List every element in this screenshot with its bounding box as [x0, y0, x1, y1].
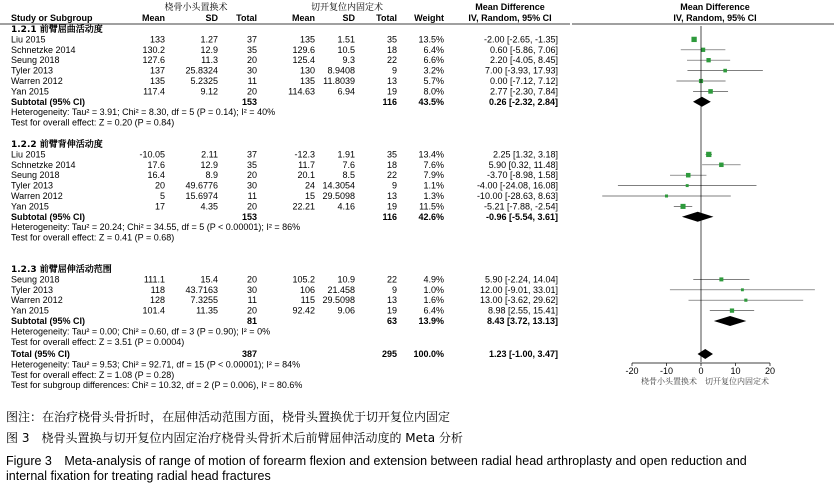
header-md-table-sub: IV, Random, 95% CI	[468, 13, 552, 23]
exp-sd-extension-0: 2.11	[201, 149, 218, 160]
ctl-sd-range-3: 9.06	[337, 305, 355, 316]
exp-total-extension-1: 35	[246, 159, 257, 170]
favours-left: 桡骨小头置换术	[641, 377, 697, 386]
exp-mean-flexion-5: 117.4	[143, 86, 165, 97]
header-sd1: SD	[205, 13, 218, 23]
study-name-range-2: Warren 2012	[11, 295, 63, 306]
ctl-sd-flexion-1: 10.5	[337, 44, 355, 55]
exp-mean-flexion-4: 135	[149, 76, 165, 86]
ctl-total-flexion-0: 35	[386, 34, 397, 45]
heterogeneity-flexion: Heterogeneity: Tau² = 3.91; Chi² = 8.30, df = 5 (P = 0.14); I² = 40%	[11, 107, 276, 118]
study-marker-flexion-2	[706, 58, 710, 62]
weight-flexion-4: 5.7%	[423, 76, 444, 86]
weight-extension-0: 13.4%	[418, 149, 444, 160]
ci-text-extension-1: 5.90 [0.32, 11.48]	[488, 159, 558, 170]
study-marker-flexion-3	[723, 69, 727, 73]
subtotal-total1-range: 81	[246, 316, 257, 326]
figure-title-en-line2: internal fixation for treating radial head fractures	[6, 469, 271, 483]
ctl-mean-flexion-0: 135	[299, 34, 315, 45]
study-name-extension-3: Tyler 2013	[11, 180, 54, 191]
exp-sd-flexion-3: 25.8324	[185, 65, 218, 76]
ctl-total-flexion-3: 9	[391, 65, 397, 76]
ctl-sd-extension-1: 7.6	[342, 159, 355, 170]
exp-mean-flexion-1: 130.2	[142, 44, 165, 55]
subtotal-weight-extension: 42.6%	[418, 211, 444, 222]
study-name-flexion-3: Tyler 2013	[11, 65, 54, 76]
study-name-extension-4: Warren 2012	[11, 191, 63, 201]
subtotal-total2-flexion: 116	[382, 96, 397, 107]
ci-text-extension-3: -4.00 [-24.08, 16.08]	[476, 180, 558, 191]
weight-range-3: 6.4%	[423, 305, 444, 316]
header-group2: 切开复位内固定术	[310, 3, 384, 13]
ctl-total-extension-5: 19	[386, 201, 397, 212]
ctl-sd-flexion-3: 8.9408	[327, 65, 355, 76]
ci-text-flexion-3: 7.00 [-3.93, 17.93]	[484, 65, 558, 76]
exp-sd-flexion-4: 5.2325	[190, 76, 218, 86]
weight-extension-2: 7.9%	[423, 170, 444, 181]
ctl-mean-extension-0: -12.3	[294, 149, 315, 160]
figure-note: 图注：在治疗桡骨头骨折时，在屈伸活动范围方面，桡骨头置换优于切开复位内固定	[6, 410, 451, 424]
ctl-sd-extension-2: 8.5	[342, 170, 355, 181]
ctl-sd-range-2: 29.5098	[322, 295, 355, 306]
ctl-sd-flexion-2: 9.3	[342, 55, 355, 66]
ctl-mean-flexion-1: 129.6	[292, 44, 315, 55]
exp-sd-extension-3: 49.6776	[185, 180, 218, 191]
exp-mean-extension-5: 17	[154, 201, 165, 212]
study-marker-extension-3	[686, 184, 689, 187]
total-weight: 100.0%	[413, 349, 444, 359]
ctl-sd-extension-4: 29.5098	[322, 191, 355, 201]
ci-text-extension-2: -3.70 [-8.98, 1.58]	[486, 170, 558, 181]
ctl-total-extension-1: 18	[386, 159, 397, 170]
study-name-range-3: Yan 2015	[11, 305, 49, 316]
exp-mean-extension-1: 17.6	[147, 159, 165, 170]
exp-total-range-2: 11	[247, 295, 257, 306]
header-group1: 桡骨小头置换术	[164, 3, 228, 13]
exp-sd-flexion-5: 9.12	[200, 86, 218, 97]
exp-sd-extension-5: 4.35	[200, 201, 218, 212]
ctl-total-extension-4: 13	[386, 191, 397, 201]
exp-mean-range-0: 111.1	[143, 274, 165, 285]
overall-effect-extension: Test for overall effect: Z = 0.41 (P = 0.68)	[11, 232, 175, 243]
exp-mean-flexion-3: 137	[149, 65, 165, 76]
study-marker-extension-1	[719, 163, 723, 167]
ctl-mean-extension-3: 24	[304, 180, 315, 191]
total-total2: 295	[381, 349, 397, 359]
subtotal-diamond-extension	[682, 212, 714, 222]
subtotal-diamond-range	[714, 316, 746, 326]
weight-flexion-5: 8.0%	[423, 86, 444, 97]
ctl-mean-range-2: 115	[300, 295, 315, 306]
exp-total-flexion-5: 20	[246, 86, 257, 97]
exp-total-extension-0: 37	[246, 149, 257, 160]
subtotal-total2-range: 63	[386, 316, 397, 326]
ctl-mean-flexion-2: 125.4	[292, 55, 315, 66]
study-name-flexion-1: Schnetzke 2014	[11, 44, 76, 55]
exp-mean-flexion-2: 127.6	[142, 55, 165, 66]
ctl-sd-flexion-4: 11.8039	[323, 76, 355, 86]
exp-mean-extension-0: -10.05	[139, 149, 165, 160]
exp-sd-range-3: 11.35	[196, 305, 218, 316]
ctl-mean-range-0: 105.2	[292, 274, 315, 285]
x-tick-label-3: 10	[730, 366, 741, 376]
ctl-sd-flexion-5: 6.94	[337, 86, 355, 97]
study-marker-extension-5	[680, 204, 685, 209]
ctl-sd-flexion-0: 1.51	[337, 34, 355, 45]
study-name-extension-1: Schnetzke 2014	[11, 159, 76, 170]
ctl-mean-flexion-4: 135	[299, 76, 315, 86]
heterogeneity-extension: Heterogeneity: Tau² = 20.24; Chi² = 34.55, df = 5 (P < 0.00001); I² = 86%	[11, 222, 301, 233]
study-marker-extension-2	[686, 173, 691, 178]
exp-total-flexion-4: 11	[247, 76, 257, 86]
header-total2: Total	[376, 13, 397, 23]
ci-text-range-3: 8.98 [2.55, 15.41]	[487, 305, 558, 316]
exp-total-extension-3: 30	[246, 180, 257, 191]
exp-sd-flexion-1: 12.9	[200, 44, 218, 55]
ci-text-flexion-2: 2.20 [-4.05, 8.45]	[489, 55, 558, 66]
subtotal-label-range: Subtotal (95% CI)	[11, 316, 86, 326]
header-md-table: Mean Difference	[475, 2, 545, 12]
ctl-sd-extension-5: 4.16	[337, 201, 355, 212]
figure-title-en-line1: Figure 3 Meta-analysis of range of motion of forearm flexion and extension between radial head arthroplasty and open reduction and	[6, 454, 747, 468]
total-diamond	[698, 349, 713, 359]
weight-flexion-0: 13.5%	[418, 34, 444, 45]
header-md-plot: Mean Difference	[680, 2, 750, 12]
ctl-total-flexion-1: 18	[386, 44, 397, 55]
study-name-extension-5: Yan 2015	[11, 201, 49, 212]
subgroup-title-range: 1.2.3 前臂屈伸活动范围	[11, 265, 112, 275]
header-mean2: Mean	[291, 13, 315, 23]
ctl-total-extension-3: 9	[391, 180, 397, 191]
exp-sd-range-0: 15.4	[200, 274, 218, 285]
ctl-mean-extension-1: 11.7	[298, 159, 315, 170]
ctl-mean-extension-2: 20.1	[297, 170, 315, 181]
weight-extension-1: 7.6%	[423, 159, 444, 170]
ctl-total-range-3: 19	[386, 305, 397, 316]
exp-sd-extension-4: 15.6974	[185, 191, 218, 201]
ctl-mean-flexion-5: 114.63	[288, 86, 315, 97]
subtotal-weight-range: 13.9%	[418, 316, 444, 326]
subtotal-label-flexion: Subtotal (95% CI)	[11, 96, 86, 107]
weight-extension-4: 1.3%	[423, 191, 444, 201]
study-name-range-1: Tyler 2013	[11, 284, 54, 295]
subtotal-total1-extension: 153	[241, 211, 257, 222]
ctl-total-flexion-4: 13	[386, 76, 397, 86]
subgroup-title-flexion: 1.2.1 前臂屈曲活动度	[11, 25, 103, 35]
ci-text-flexion-1: 0.60 [-5.86, 7.06]	[489, 44, 558, 55]
exp-total-extension-4: 11	[247, 191, 257, 201]
ctl-sd-range-1: 21.458	[327, 284, 355, 295]
weight-range-1: 1.0%	[423, 284, 444, 295]
exp-mean-range-1: 118	[150, 284, 165, 295]
study-marker-range-0	[719, 277, 723, 281]
footer-line-1: Test for overall effect: Z = 1.08 (P = 0.28)	[11, 369, 175, 380]
ctl-sd-range-0: 10.9	[337, 274, 355, 285]
header-sd2: SD	[342, 13, 355, 23]
subtotal-ci-extension: -0.96 [-5.54, 3.61]	[485, 211, 558, 222]
ctl-total-range-1: 9	[391, 284, 397, 295]
subgroup-title-extension: 1.2.2 前臂背伸活动度	[11, 140, 103, 150]
ci-text-flexion-5: 2.77 [-2.30, 7.84]	[489, 86, 558, 97]
study-marker-flexion-0	[691, 37, 696, 42]
ctl-total-extension-2: 22	[386, 170, 397, 181]
weight-flexion-3: 3.2%	[423, 65, 444, 76]
subtotal-diamond-flexion	[693, 97, 711, 107]
ctl-mean-range-3: 92.42	[292, 305, 315, 316]
ci-text-flexion-4: 0.00 [-7.12, 7.12]	[489, 76, 558, 86]
exp-total-flexion-2: 20	[246, 55, 257, 66]
exp-sd-extension-1: 12.9	[200, 159, 218, 170]
weight-flexion-1: 6.4%	[423, 44, 444, 55]
ctl-mean-extension-4: 15	[304, 191, 315, 201]
overall-effect-flexion: Test for overall effect: Z = 0.20 (P = 0.84)	[11, 117, 175, 128]
ctl-sd-extension-0: 1.91	[337, 149, 355, 160]
ctl-total-range-0: 22	[386, 274, 397, 285]
subtotal-label-extension: Subtotal (95% CI)	[11, 211, 86, 222]
x-tick-label-4: 20	[764, 366, 776, 376]
exp-total-flexion-0: 37	[246, 34, 257, 45]
weight-range-0: 4.9%	[423, 274, 444, 285]
ci-text-extension-4: -10.00 [-28.63, 8.63]	[476, 191, 558, 201]
study-marker-range-2	[744, 299, 747, 302]
exp-mean-extension-2: 16.4	[147, 170, 165, 181]
header-md-plot-sub: IV, Random, 95% CI	[673, 13, 757, 23]
heterogeneity-range: Heterogeneity: Tau² = 0.00; Chi² = 0.60, df = 3 (P = 0.90); I² = 0%	[11, 326, 271, 337]
study-marker-extension-4	[665, 194, 668, 197]
footer-line-0: Heterogeneity: Tau² = 9.53; Chi² = 92.71, df = 15 (P < 0.00001); I² = 84%	[11, 359, 301, 370]
ctl-sd-extension-3: 14.3054	[322, 180, 355, 191]
exp-sd-extension-2: 8.9	[205, 170, 218, 181]
ctl-total-range-2: 13	[386, 295, 397, 306]
ctl-mean-flexion-3: 130	[299, 65, 315, 76]
exp-total-extension-2: 20	[246, 170, 257, 181]
overall-effect-range: Test for overall effect: Z = 3.51 (P = 0.0004)	[11, 336, 185, 347]
ci-text-range-0: 5.90 [-2.24, 14.04]	[484, 274, 558, 285]
figure-title-cn: 图 3 桡骨头置换与切开复位内固定治疗桡骨头骨折术后前臂屈伸活动度的 Meta 分析	[6, 431, 463, 445]
weight-flexion-2: 6.6%	[423, 55, 444, 66]
ci-text-flexion-0: -2.00 [-2.65, -1.35]	[483, 34, 558, 45]
ctl-total-flexion-2: 22	[386, 55, 397, 66]
exp-mean-extension-3: 20	[154, 180, 165, 191]
subtotal-total1-flexion: 153	[241, 96, 257, 107]
exp-sd-flexion-2: 11.3	[201, 55, 218, 66]
weight-extension-3: 1.1%	[423, 180, 444, 191]
weight-extension-5: 11.5%	[419, 201, 444, 212]
exp-sd-range-2: 7.3255	[190, 295, 218, 306]
header-weight: Weight	[414, 13, 444, 23]
study-name-extension-0: Liu 2015	[11, 149, 46, 160]
favours-right: 切开复位内固定术	[705, 377, 769, 386]
header-mean1: Mean	[141, 13, 165, 23]
subtotal-ci-flexion: 0.26 [-2.32, 2.84]	[488, 96, 558, 107]
ctl-total-flexion-5: 19	[386, 86, 397, 97]
study-marker-flexion-5	[708, 89, 713, 94]
exp-total-flexion-3: 30	[246, 65, 257, 76]
total-total1: 387	[241, 349, 257, 359]
exp-total-range-3: 20	[246, 305, 257, 316]
study-marker-flexion-1	[701, 48, 705, 52]
study-name-flexion-0: Liu 2015	[11, 34, 46, 45]
exp-total-range-1: 30	[246, 284, 257, 295]
study-name-extension-2: Seung 2018	[11, 170, 60, 181]
exp-total-range-0: 20	[246, 274, 257, 285]
weight-range-2: 1.6%	[423, 295, 444, 306]
exp-mean-extension-4: 5	[159, 191, 165, 201]
exp-mean-flexion-0: 133	[149, 34, 165, 45]
ctl-mean-extension-5: 22.21	[292, 201, 315, 212]
x-tick-label-0: -20	[625, 366, 639, 376]
footer-line-2: Test for subgroup differences: Chi² = 10.32, df = 2 (P = 0.006), I² = 80.6%	[11, 380, 303, 391]
header-total1: Total	[236, 13, 257, 23]
ci-text-extension-0: 2.25 [1.32, 3.18]	[492, 149, 558, 160]
exp-mean-range-3: 101.4	[142, 305, 165, 316]
x-tick-label-2: 0	[698, 366, 704, 376]
exp-sd-range-1: 43.7163	[185, 284, 218, 295]
study-name-range-0: Seung 2018	[11, 274, 60, 285]
subtotal-total2-extension: 116	[382, 211, 397, 222]
subtotal-weight-flexion: 43.5%	[418, 96, 444, 107]
exp-mean-range-2: 128	[149, 295, 165, 306]
exp-total-extension-5: 20	[246, 201, 257, 212]
ci-text-range-2: 13.00 [-3.62, 29.62]	[479, 295, 558, 306]
subtotal-ci-range: 8.43 [3.72, 13.13]	[486, 316, 558, 326]
ci-text-range-1: 12.00 [-9.01, 33.01]	[479, 284, 558, 295]
ci-text-extension-5: -5.21 [-7.88, -2.54]	[483, 201, 558, 212]
study-marker-range-3	[730, 308, 734, 312]
exp-sd-flexion-0: 1.27	[200, 34, 218, 45]
study-name-flexion-2: Seung 2018	[11, 55, 60, 66]
header-study: Study or Subgroup	[11, 13, 93, 23]
study-marker-range-1	[741, 288, 744, 291]
total-ci: 1.23 [-1.00, 3.47]	[488, 349, 558, 359]
study-marker-extension-0	[706, 152, 711, 157]
x-tick-label-1: -10	[659, 366, 674, 376]
study-name-flexion-5: Yan 2015	[11, 86, 49, 97]
study-name-flexion-4: Warren 2012	[11, 76, 63, 86]
exp-total-flexion-1: 35	[246, 44, 257, 55]
ctl-mean-range-1: 106	[299, 284, 315, 295]
ctl-total-extension-0: 35	[386, 149, 397, 160]
total-label: Total (95% CI)	[11, 349, 70, 359]
